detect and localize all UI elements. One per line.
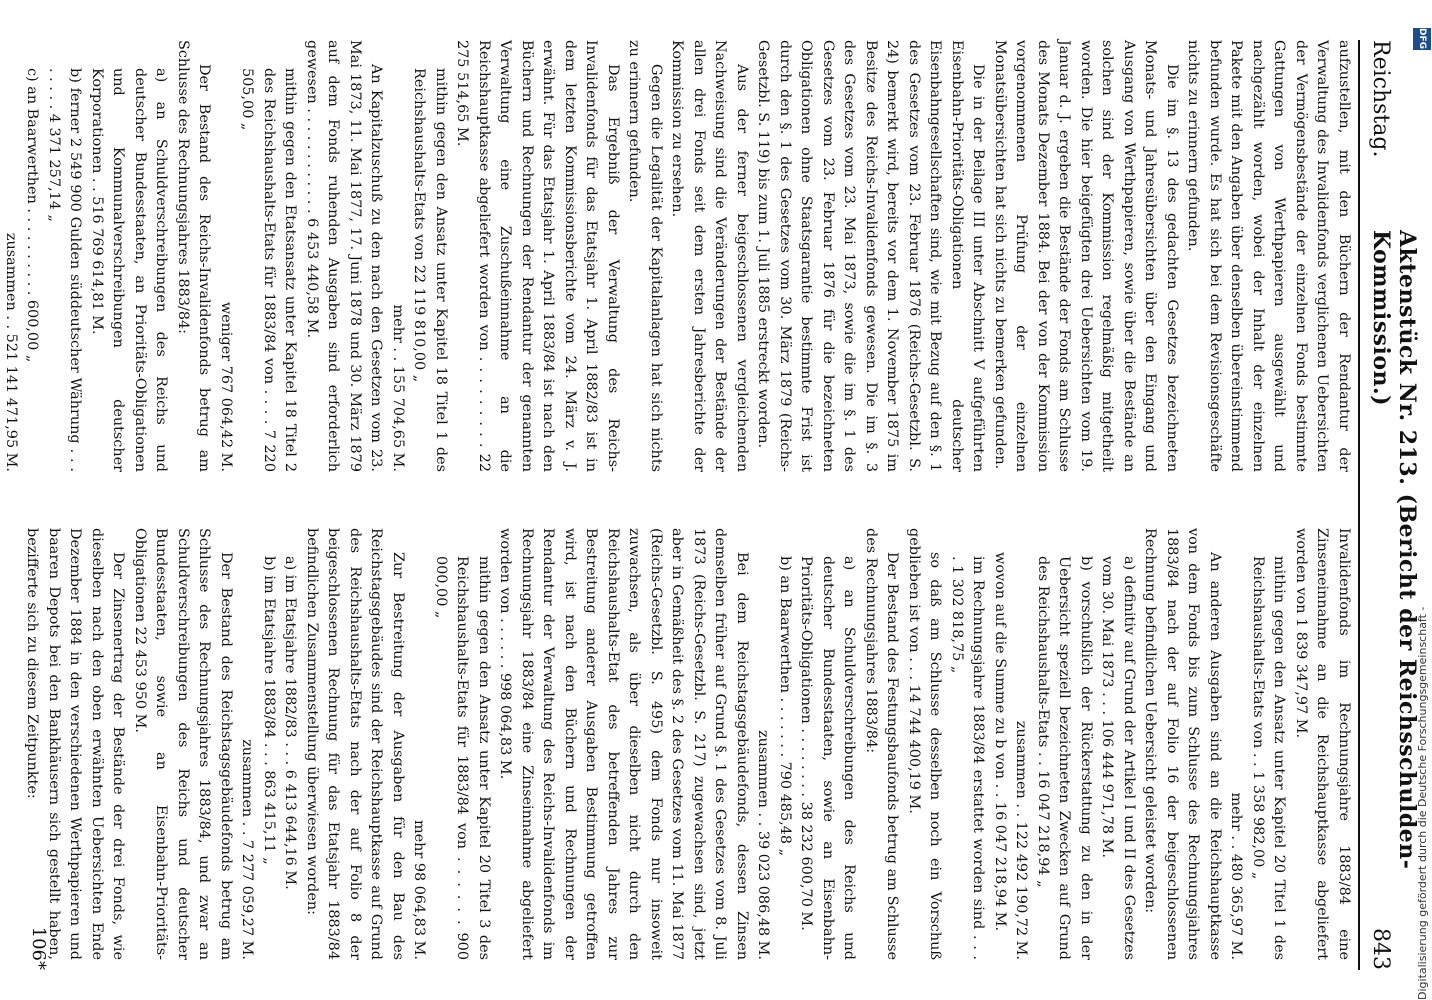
list-item: b) vorschußlich der Rückerstattung zu den in der Uebersicht speziell bezeichneten Zwecken auf Grund des Reichshaushalts-Etats . . 16 047 218,94 „ xyxy=(1035,556,1094,960)
page-number: 843 xyxy=(1368,928,1393,970)
paragraph: mithin gegen den Ansatz unter Kapitel 18 Titel 1 des Reichshaushalts-Etats von 22 119 810,00 „ xyxy=(411,68,449,472)
paragraph: Zur Bestreitung der Ausgaben für den Bau des Reichstagsgebäudes sind der Reichshauptkasse auf Grund des Reichshaushalts-Etats nach der auf Folio 8 der beigeschlossenen Rechnung für das Etatsjahr 1883/84 befindlichen Zusammenstellung überwiesen worden: xyxy=(304,528,406,960)
list-item: a) an Schuldverschreibungen des Reichs und deutscher Bundesstaaten, an Prioritäts-Obligationen und Kommunalverschreibungen deutscher Korporationen . . 516 769 614,81 M. xyxy=(89,68,170,472)
paragraph: Die in der Beilage III unter Abschnitt V aufgeführten Eisenbahn-Prioritäts-Obligationen deutscher Eisenbahngesellschaften sind, wie mit Bezug auf den §. 1 des Gesetzes vom 23. Februar 1876 (Reichs-Gesetzbl. S. 24) bemerkt wird, bereits vor dem 1. November 1875 im Besitze des Reichs-Invalidenfonds gewesen. Die im §. 3 des Gesetzes vom 23. Mai 1873, sowie die im §. 1 des Gesetzes vom 23. Februar 1876 für die bezeichneten Obligationen ohne Staatsgarantie bestimmte Frist ist durch den §. 1 des Gesetzes vom 30. März 1879 (Reichs-Gesetzbl. S. 119) bis zum 1. Juli 1885 erstreckt worden. xyxy=(755,40,987,472)
right-column xyxy=(21,528,1354,960)
header-report-title: (Bericht der Reichsschulden-Kommission.) xyxy=(1368,230,1420,870)
paragraph: mithin gegen den Ansatz unter Kapitel 20 Titel 3 des Reichshaushalts-Etats für 1883/84 von . . . . . . 900 000,00 „ xyxy=(433,556,492,960)
header-reichstag: Reichstag. xyxy=(1368,40,1393,158)
total-line: mehr . . 480 365,97 M. xyxy=(1228,792,1245,960)
total-line: zusammen . . 39 023 086,48 M. xyxy=(755,730,772,960)
list-item: a) an Schuldverschreibungen des Reichs und deutscher Bundesstaaten, sowie an Eisenbahn-Prioritäts-Obligationen . . . . . . . . 38 232 600,70 M. xyxy=(798,556,858,960)
paragraph: An Kapitalzuschuß zu den nach den Gesetzen vom 23. Mai 1873, 11. Mai 1877, 17. Juni 1878 und 30. März 1879 auf dem Fonds ruhenden Ausgaben sind erforderlich gewesen . . . . . . . . . . . . 6 453 440,58 M. xyxy=(304,40,385,472)
total-line: mehr 98 064,83 M. xyxy=(411,819,428,960)
list-item: a) im Etatsjahre 1882/83 . . . 6 413 644,16 M. xyxy=(282,556,299,890)
paragraph: Der Bestand des Festungsbaufonds betrug am Schlusse des Rechnungsjahres 1883/84: xyxy=(863,528,901,960)
list-item: b) ferner 2 549 900 Gulden süddeutscher Währung . . . . . . . . 4 371 257,14 „ xyxy=(46,68,84,472)
total-line: mehr . . 155 704,65 M. xyxy=(390,304,406,472)
paragraph: Das Ergebniß der Verwaltung des Reichs-Invalidenfonds für das Etatsjahr 1. April 1882/83 ist in dem letzten Kommissionsberichte vom 24. März v. J. erwähnt. Für das Etatsjahr 1. April 1883/84 ist nach den Büchern und Rechnungen der Rendantur der genannten Verwaltung eine Zuschußeinnahme an die Reichshauptkasse abgeliefert worden von . . . . . . . . . 22 275 514,65 M. xyxy=(454,40,621,472)
header-document-number xyxy=(1368,230,1420,970)
left-column xyxy=(0,40,1354,472)
paragraph: Der Bestand des Reichs-Invalidenfonds betrug am Schlusse des Rechnungsjahres 1883/84: xyxy=(175,40,213,472)
list-item: c) an Baarwerthen . . . . . . . . . . 600,00 „ xyxy=(24,68,41,363)
paragraph: aufzustellen, mit den Büchern der Rendantur der Verwaltung des Invalidenfonds verglichenen Uebersichten der Vermögensbestände der einzelnen Fonds bestimmte Gattungen von Werthpapieren ausgewählt und nachgezählt worden, wobei der Inhalt der einzelnen Pakete mit den Angaben über denselben übereinstimmend befunden wurde. Es hat sich bei dem Revisionsgeschäfte nichts zu erinnern gefunden. xyxy=(1185,40,1352,472)
list-item: a) definitiv auf Grund der Artikel I und II des Gesetzes vom 30. Mai 1873 . . . 106 444 971,78 M. xyxy=(1099,556,1137,960)
dfg-logo: DFG xyxy=(1413,28,1431,50)
digitization-note: Digitalisierung gefördert durch die Deutsche Forschungsgemeinschaft - xyxy=(1416,606,1429,1000)
paragraph: Gegen die Legalität der Kapitalanlagen hat sich nichts zu erinnern gefunden. xyxy=(626,40,664,472)
paragraph: mithin gegen den Ansatz unter Kapitel 20 Titel 1 des Reichshaushalts-Etats von . . 1 358 982,00 „ xyxy=(1250,556,1288,960)
paragraph: mithin gegen den Etatsansatz unter Kapitel 18 Titel 2 des Reichshaushalts-Etats für 1883/84 von . . . . 7 220 505,00 „ xyxy=(239,68,299,472)
paragraph: Invalidenfonds im Rechnungsjahre 1883/84 eine Zinseneinnahme an die Reichshauptkasse abgeliefert worden von 1 839 347,97 M. xyxy=(1293,528,1352,960)
paragraph: im Rechnungsjahre 1883/84 erstattet worden sind . . . . 1 302 818,75 „ xyxy=(949,556,987,960)
paragraph: Aus der ferner beigeschlossenen vergleichenden Nachweisung sind die Veränderungen der Bestände der allen drei Fonds seit dem ersten Jahresberichte der Kommission zu ersehen. xyxy=(669,40,750,472)
list-item: b) im Etatsjahre 1883/84 . . . 863 415,11 „ xyxy=(261,556,277,865)
paragraph: so daß am Schlusse desselben noch ein Vorschuß geblieben ist von . . . 14 744 400,19 M. xyxy=(906,528,944,960)
total-line: zusammen . . 521 141 471,95 M. xyxy=(3,232,19,472)
page-header xyxy=(1358,40,1420,970)
paragraph: Bei dem Reichstagsgebäudefonds, dessen Zinsen demselben früher auf Grund §. 1 des Gesetzes vom 8. Juli 1873 (Reichs-Gesetzbl. S. 217) zugewachsen sind, jetzt aber in Gemäßheit des §. 2 des Gesetzes vom 11. Mai 1877 (Reichs-Gesetzbl. S. 495) dem Fonds nur insoweit zuwachsen, als über dieselben nicht durch den Reichshaushalts-Etat des betreffenden Jahres zur Bestreitung anderer Ausgaben Bestimmung getroffen wird, ist nach den Büchern und Rechnungen der Rendantur der Verwaltung des Reichs-Invalidenfonds im Rechnungsjahr 1883/84 eine Zinseinnahme abgeliefert worden von . . . . . . 998 064,83 M. xyxy=(497,528,750,960)
paragraph: Der Bestand des Reichstagsgebäudefonds betrug am Schlusse des Rechnungsjahres 1883/84, und zwar an Schuldverschreibungen des Reichs und deutscher Bundesstaaten, sowie an Eisenbahn-Prioritäts-Obligationen 22 453 950 M. xyxy=(132,528,234,960)
paragraph: An anderen Ausgaben sind an die Reichshauptkasse von dem Fonds bis zum Schlusse des Rechnungsjahres 1883/84 nach der auf Folio 16 der beigeschlossenen Rechnung befindlichen Uebersicht geleistet worden: xyxy=(1142,528,1223,960)
paragraph: Die im §. 13 des gedachten Gesetzes bezeichneten Monats- und Jahresübersichten über den Eingang und Ausgang von Werthpapieren, sowie über die Bestände an solchen sind der Kommission regelmäßig mitgetheilt worden. Die hier beigefügten drei Uebersichten vom 19. Januar d. J. ergeben die Bestände der Fonds am Schlusse des Monats Dezember 1884. Bei der von der Kommission vorgenommenen Prüfung der einzelnen Monatsübersichten hat sich nichts zu bemerken gefunden. xyxy=(992,40,1180,472)
total-line: zusammen . . 7 277 059,27 M. xyxy=(239,739,256,960)
sheet-number: 106* xyxy=(28,926,49,970)
total-line: weniger 767 064,42 M. xyxy=(218,301,234,472)
paragraph: wovon auf die Summe zu b von . . 16 047 218,94 M. xyxy=(992,552,1008,932)
list-item: b) an Baarwerthen . . . . . . . 790 485,48 „ xyxy=(777,556,793,857)
total-line: zusammen . . 122 492 190,72 M. xyxy=(1013,720,1030,960)
header-aktenstueck: Aktenstück Nr. 213. xyxy=(1394,230,1420,486)
paragraph: Der Zinsenertrag der Bestände der drei Fonds, wie dieselben nach den oben erwähnten Uebersichten Ende Dezember 1884 in den verschiedenen Werthpapieren und baaren Depots bei den Bankhäusern sich gestellt haben, bezifferte sich zu diesem Zeitpunkte: xyxy=(24,528,127,960)
